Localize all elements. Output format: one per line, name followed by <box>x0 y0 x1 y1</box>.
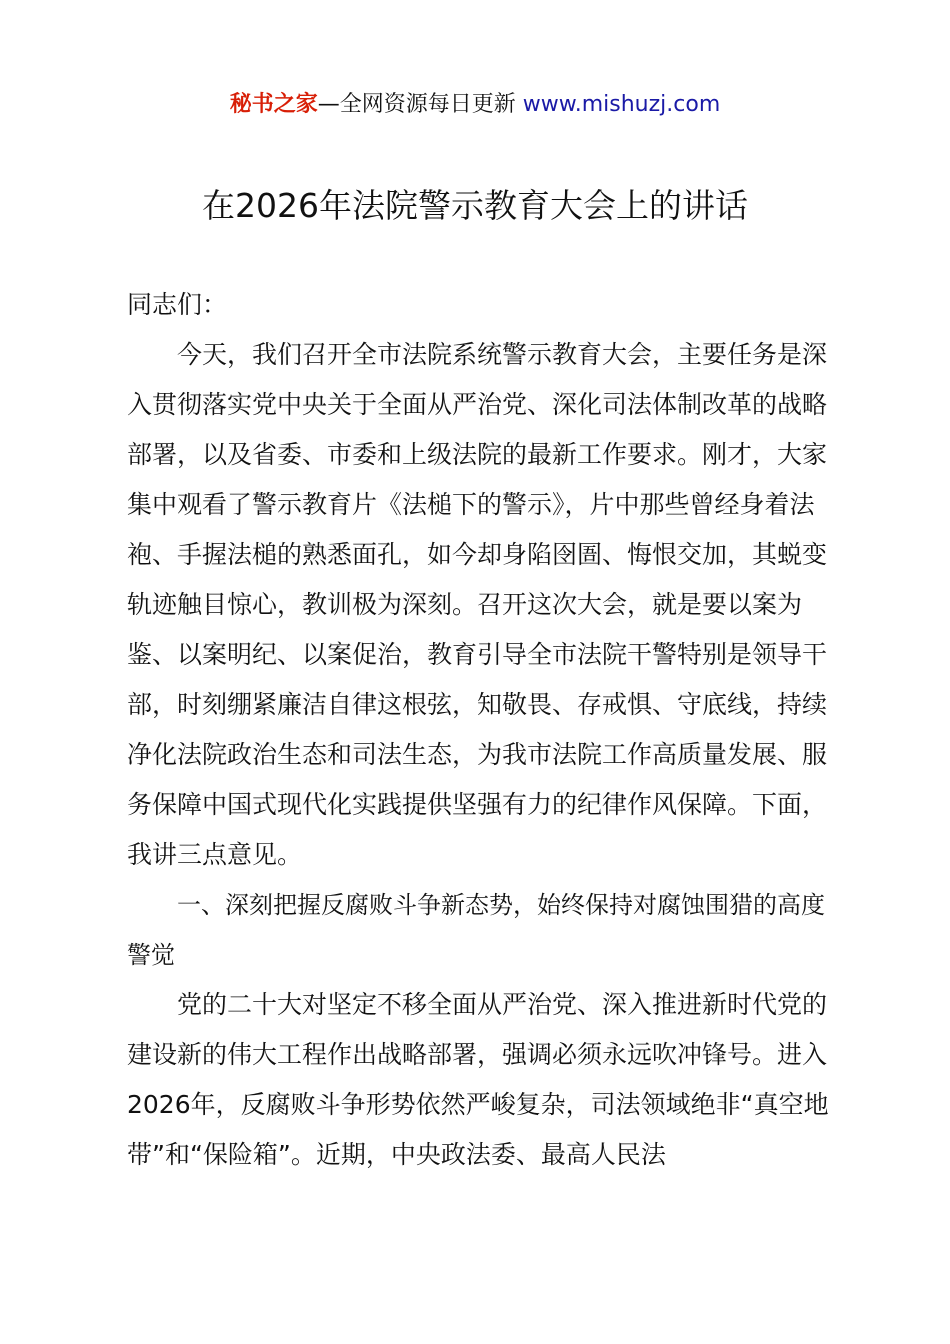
header-tagline: —全网资源每日更新 <box>317 92 516 117</box>
paragraph-intro: 今天，我们召开全市法院系统警示教育大会，主要任务是深入贯彻落实党中央关于全面从严治党、深化司法体制改革的战略部署，以及省委、市委和上级法院的最新工作要求。刚才，大家集中观看了警示教育片《法槌下的警示》，片中那些曾经身着法袍、手握法槌的熟悉面孔，如今却身陷囹圄、悔恨交加，其蜕变轨迹触目惊心，教训极为深刻。召开这次大会，就是要以案为鉴、以案明纪、以案促治，教育引导全市法院干警特别是领导干部，时刻绷紧廉洁自律这根弦，知敬畏、存戒惧、守底线，持续净化法院政治生态和司法生态，为我市法院工作高质量发展、服务保障中国式现代化实践提供坚强有力的纪律作风保障。下面，我讲三点意见。 <box>127 340 828 869</box>
paragraph-section1: 党的二十大对坚定不移全面从严治党、深入推进新时代党的建设新的伟大工程作出战略部署，强调必须永远吹冲锋号。进入2026年，反腐败斗争形势依然严峻复杂，司法领域绝非“真空地带”和“保险箱”。近期，中央政法委、最高人民法 <box>127 990 829 1169</box>
section-heading-1: 一、深刻把握反腐败斗争新态势，始终保持对腐蚀围猎的高度警觉 <box>127 891 825 969</box>
brand-name: 秘书之家 <box>229 92 318 117</box>
document-title: 在2026年法院警示教育大会上的讲话 <box>202 186 748 225</box>
salutation: 同志们： <box>127 290 228 319</box>
document-body <box>127 280 839 1180</box>
site-url-link[interactable]: www.mishuzj.com <box>522 92 721 117</box>
site-header <box>0 88 950 122</box>
